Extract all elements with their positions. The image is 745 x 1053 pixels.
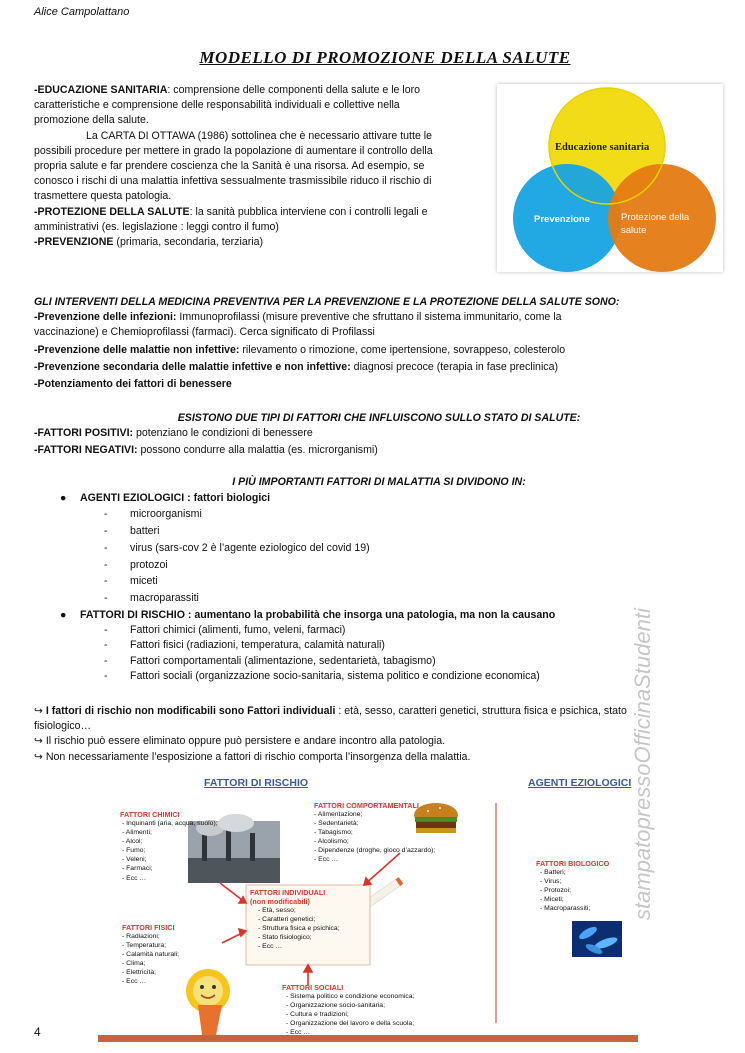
venn-label-protezione-2: salute: [621, 225, 647, 236]
author-name: Alice Campolattano: [34, 6, 130, 18]
prevenzione-label: -PREVENZIONE: [34, 236, 114, 249]
note-1-text-2: fisiologico…: [34, 720, 92, 733]
chimici-title: FATTORI CHIMICI: [120, 810, 180, 819]
venn-diagram: [497, 84, 723, 272]
comportamentali-item: - Tabagismo;: [314, 828, 435, 837]
fisici-item: - Elettricità;: [122, 968, 179, 977]
biologico-item: - Protozoi;: [540, 886, 609, 895]
benessere-label: -Potenziamento dei fattori di benessere: [34, 378, 232, 391]
interventi-section: [34, 295, 724, 392]
positivi-text: potenziano le condizioni di benessere: [133, 427, 313, 440]
diagram-heading-rischio: FATTORI DI RISCHIO: [204, 777, 309, 789]
ottawa-text-5: trasmettere questa patologia.: [34, 190, 172, 203]
comportamentali-title: FATTORI COMPORTAMENTALI: [314, 801, 419, 810]
ottawa-text-1: La CARTA DI OTTAWA (1986) sottolinea che è necessario attivare tutte le: [86, 129, 433, 142]
agenti-item: - miceti: [104, 575, 158, 588]
fisici-item: - Clima;: [122, 959, 179, 968]
risk-factors-diagram: [98, 773, 638, 1043]
rischio-item: - Fattori fisici (radiazioni, temperatura, calamità naturali): [104, 639, 385, 652]
protezione-text-2: amministrativi (es. legislazione : leggi contro il fumo): [34, 220, 279, 233]
protezione-label: -PROTEZIONE DELLA SALUTE: [34, 205, 190, 218]
protezione-text-1: : la sanità pubblica interviene con i controlli legali e: [189, 205, 428, 218]
comportamentali-item: - Alimentazione;: [314, 810, 435, 819]
comportamentali-item: - Sedentarietà;: [314, 819, 435, 828]
ottawa-text-4: conosco i rischi di una malattia infettiva sessualmente trasmissibile riduco il rischio di: [34, 175, 432, 188]
arrow-icon: ↪: [34, 735, 43, 748]
negativi-text: possono condurre alla malattia (es. microrganismi): [137, 444, 378, 457]
note-1-bold: I fattori di rischio non modificabili sono Fattori individuali: [45, 705, 336, 717]
individuali-item: - Stato fisiologico;: [258, 933, 340, 942]
note-1-text: : età, sesso, caratteri genetici, struttura fisica e psichica, stato: [335, 705, 627, 717]
sociali-block: [282, 983, 414, 1037]
comportamentali-item: - Alcolismo;: [314, 837, 435, 846]
biologico-item: - Virus;: [540, 877, 609, 886]
agenti-item: - protozoi: [104, 558, 168, 571]
educazione-text-2: caratteristiche e comprensione delle responsabilità individuali e collettive nella: [34, 99, 400, 112]
chimici-item: - Alcol;: [122, 837, 218, 846]
negativi-label: -FATTORI NEGATIVI:: [34, 444, 138, 457]
secondaria-text: diagnosi precoce (terapia in fase preclinica): [350, 360, 559, 373]
individuali-title-2: (non modificabili): [250, 897, 310, 906]
rischio-item: - Fattori chimici (alimenti, fumo, veleni, farmaci): [104, 624, 346, 637]
individuali-item: - Struttura fisica e psichica;: [258, 924, 340, 933]
chimici-item: - Farmaci;: [122, 864, 218, 873]
notes-section: [34, 704, 724, 765]
sociali-item: - Organizzazione del lavoro e della scuola;: [286, 1019, 414, 1028]
fisici-block: [122, 923, 179, 987]
bullet-icon: ●: [60, 492, 67, 504]
sociali-item: - Cultura e tradizioni;: [286, 1010, 414, 1019]
bullet-icon: ●: [60, 608, 67, 621]
sociali-item: - Ecc …: [286, 1028, 414, 1037]
comportamentali-block: [314, 801, 435, 865]
watermark: stampatopressoOfficinaStudenti: [630, 608, 655, 920]
educazione-label: -EDUCAZIONE SANITARIA: [34, 84, 168, 96]
prevenzione-text: (primaria, secondaria, terziaria): [113, 236, 264, 249]
venn-label-educazione: Educazione sanitaria: [555, 142, 650, 153]
arrow-icon: ↪: [34, 750, 43, 763]
agenti-item: - virus (sars-cov 2 è l’agente eziologico del covid 19): [104, 541, 370, 554]
individuali-title-1: FATTORI INDIVIDUALI: [250, 888, 326, 897]
educazione-text-3: promozione della salute.: [34, 114, 149, 127]
biologico-title: FATTORI BIOLOGICO: [536, 859, 610, 868]
biologico-item: - Batteri;: [540, 868, 609, 877]
non-infettive-label: -Prevenzione delle malattie non infettive:: [34, 343, 240, 356]
venn-label-prevenzione: Prevenzione: [534, 214, 590, 225]
venn-svg: [497, 84, 723, 272]
fattori-section: [34, 411, 724, 459]
individuali-item: - Ecc …: [258, 942, 340, 951]
agenti-item: - macroparassiti: [104, 592, 199, 605]
agenti-list: [60, 491, 680, 684]
agenti-item: - microorganismi: [104, 508, 202, 521]
fattori-heading: ESISTONO DUE TIPI DI FATTORI CHE INFLUISCONO SULLO STATO DI SALUTE:: [177, 412, 581, 424]
fisici-item: - Temperatura;: [122, 941, 179, 950]
interventi-heading: GLI INTERVENTI DELLA MEDICINA PREVENTIVA PER LA PREVENZIONE E LA PROTEZIONE DELLA SALUTE SONO:: [34, 296, 620, 308]
sociali-item: - Sistema politico e condizione economica;: [286, 992, 414, 1001]
non-infettive-text: rilevamento o rimozione, come ipertensione, sovrappeso, colesterolo: [239, 343, 566, 356]
note-3: Non necessariamente l’esposizione a fattori di rischio comporta l’insorgenza della malattia.: [45, 750, 471, 763]
biologico-block: [536, 859, 609, 913]
fisici-item: - Ecc …: [122, 977, 179, 986]
chimici-item: - Inquinanti (aria, acqua, suolo);: [122, 819, 218, 828]
venn-label-protezione-1: Protezione della: [621, 212, 690, 223]
note-2: Il rischio può essere eliminato oppure può persistere e andare incontro alla patologia.: [45, 735, 446, 748]
malattia-heading: I PIÙ IMPORTANTI FATTORI DI MALATTIA SI DIVIDONO IN:: [232, 476, 526, 488]
individuali-block: [250, 888, 340, 951]
diagram-heading-agenti: AGENTI EZIOLOGICI: [528, 777, 632, 789]
arrow-icon: ↪: [34, 705, 43, 717]
biologico-item: - Macroparassiti;: [540, 904, 609, 913]
agenti-item: - batteri: [104, 525, 160, 537]
secondaria-label: -Prevenzione secondaria delle malattie infettive e non infettive:: [34, 360, 351, 373]
positivi-label: -FATTORI POSITIVI:: [34, 427, 134, 440]
individuali-item: - Età, sesso;: [258, 906, 340, 915]
comportamentali-item: - Dipendenze (droghe, gioco d’azzardo);: [314, 846, 435, 855]
individuali-item: - Caratteri genetici;: [258, 915, 340, 924]
rischio-title: FATTORI DI RISCHIO : aumentano la probabilità che insorga una patologia, ma non la causano: [80, 608, 556, 621]
infezioni-text: Immunoprofilassi (misure preventive che sfruttano il sistema immunitario, come la: [176, 311, 562, 324]
sociali-title: FATTORI SOCIALI: [282, 983, 344, 992]
chimici-item: - Alimenti;: [122, 828, 218, 837]
chimici-item: - Ecc …: [122, 874, 218, 883]
page-number: 4: [34, 1025, 41, 1039]
chimici-block: [120, 810, 218, 883]
sun-image: [186, 969, 230, 1035]
infezioni-label: -Prevenzione delle infezioni:: [34, 311, 177, 324]
educazione-text-1: : comprensione delle componenti della salute e le loro: [167, 84, 421, 96]
fisici-item: - Radiazioni;: [122, 932, 179, 941]
ottawa-text-2: possibili procedure per mettere in grado la popolazione di aumentare il controllo della: [34, 144, 433, 157]
fisici-item: - Calamità naturali;: [122, 950, 179, 959]
ottawa-text-3: propria salute e far prendere coscienza che la Sanità è una risorsa. Ad esempio, se: [34, 160, 425, 173]
sociali-item: - Organizzazione socio-sanitaria;: [286, 1001, 414, 1010]
bacteria-image: [572, 921, 622, 957]
comportamentali-item: - Ecc …: [314, 855, 435, 864]
chimici-item: - Veleni;: [122, 855, 218, 864]
biologico-item: - Miceti;: [540, 895, 609, 904]
infezioni-text-2: vaccinazione) e Chemioprofilassi (farmaci). Cerca significato di Profilassi: [34, 326, 375, 339]
rischio-item: - Fattori sociali (organizzazione socio-sanitaria, sistema politico e condizione economica): [104, 669, 540, 682]
rischio-item: - Fattori comportamentali (alimentazione, sedentarietà, tabagismo): [104, 654, 436, 667]
intro-section: [34, 83, 484, 250]
page-title: MODELLO DI PROMOZIONE DELLA SALUTE: [199, 48, 571, 67]
fisici-title: FATTORI FISICI: [122, 923, 175, 932]
agenti-title: AGENTI EZIOLOGICI : fattori biologici: [80, 492, 271, 504]
chimici-item: - Fumo;: [122, 846, 218, 855]
